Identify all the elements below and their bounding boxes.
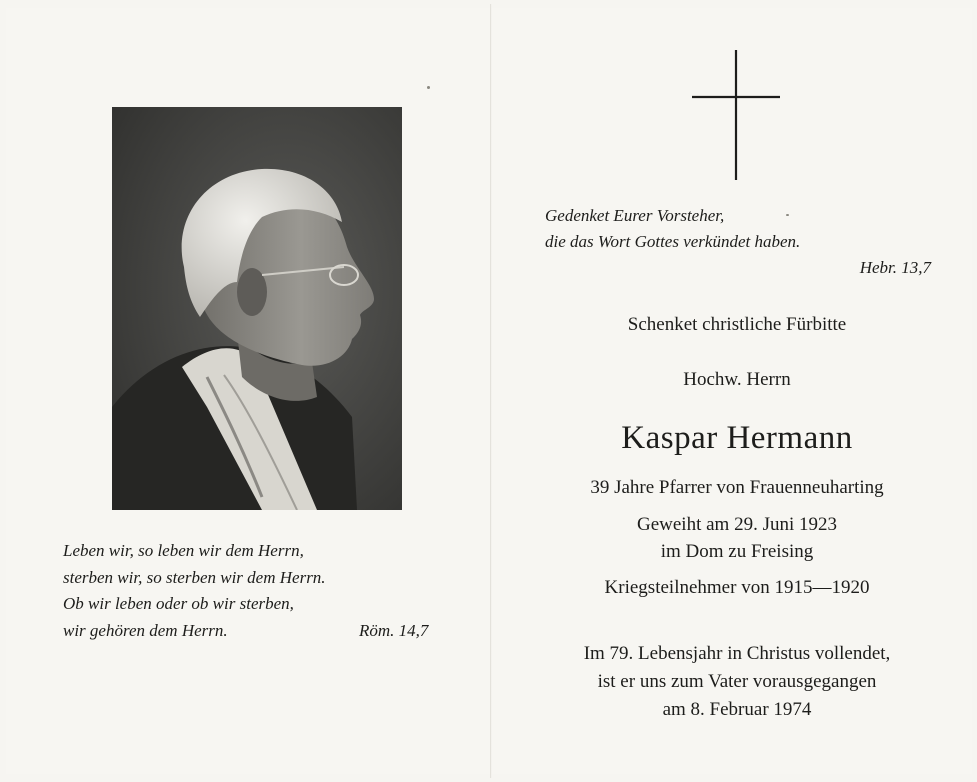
bible-verse [545, 203, 935, 281]
ministry-line: 39 Jahre Pfarrer von Frauenneuharting [590, 477, 884, 498]
death-line: Im 79. Lebensjahr in Christus vollendet, [583, 643, 891, 664]
quote-line: wir gehören dem Herrn. [63, 620, 228, 640]
intercession-line: Schenket christliche Fürbitte [627, 314, 847, 335]
portrait-drawing [112, 107, 402, 510]
verse-line: die das Wort Gottes verkündet haben. [545, 232, 801, 251]
verse-reference: Hebr. 13,7 [859, 258, 931, 277]
quote-line: Leben wir, so leben wir dem Herrn, [63, 541, 304, 560]
quote-reference: Röm. 14,7 [359, 621, 429, 640]
portrait-photo [112, 107, 402, 510]
quote-line: Ob wir leben oder ob wir sterben, [63, 594, 294, 613]
war-service: Kriegsteilnehmer von 1915—1920 [604, 577, 870, 598]
death-line: ist er uns zum Vater vorausgegangen [597, 671, 877, 692]
ordination [500, 511, 974, 565]
death-notice [500, 640, 974, 724]
left-quote [63, 538, 463, 644]
verse-line: Gedenket Eurer Vorsteher, [545, 206, 725, 225]
card-fold [490, 4, 492, 778]
ordination-place: im Dom zu Freising [660, 541, 814, 562]
latin-cross-icon [690, 50, 782, 180]
quote-line: sterben wir, so sterben wir dem Herrn. [63, 567, 326, 587]
speck [427, 86, 430, 89]
death-date: am 8. Februar 1974 [662, 699, 812, 720]
speck [786, 214, 789, 216]
deceased-name: Kaspar Hermann [621, 420, 853, 456]
ordination-date: Geweiht am 29. Juni 1923 [636, 514, 837, 535]
honorific: Hochw. Herrn [683, 369, 791, 390]
